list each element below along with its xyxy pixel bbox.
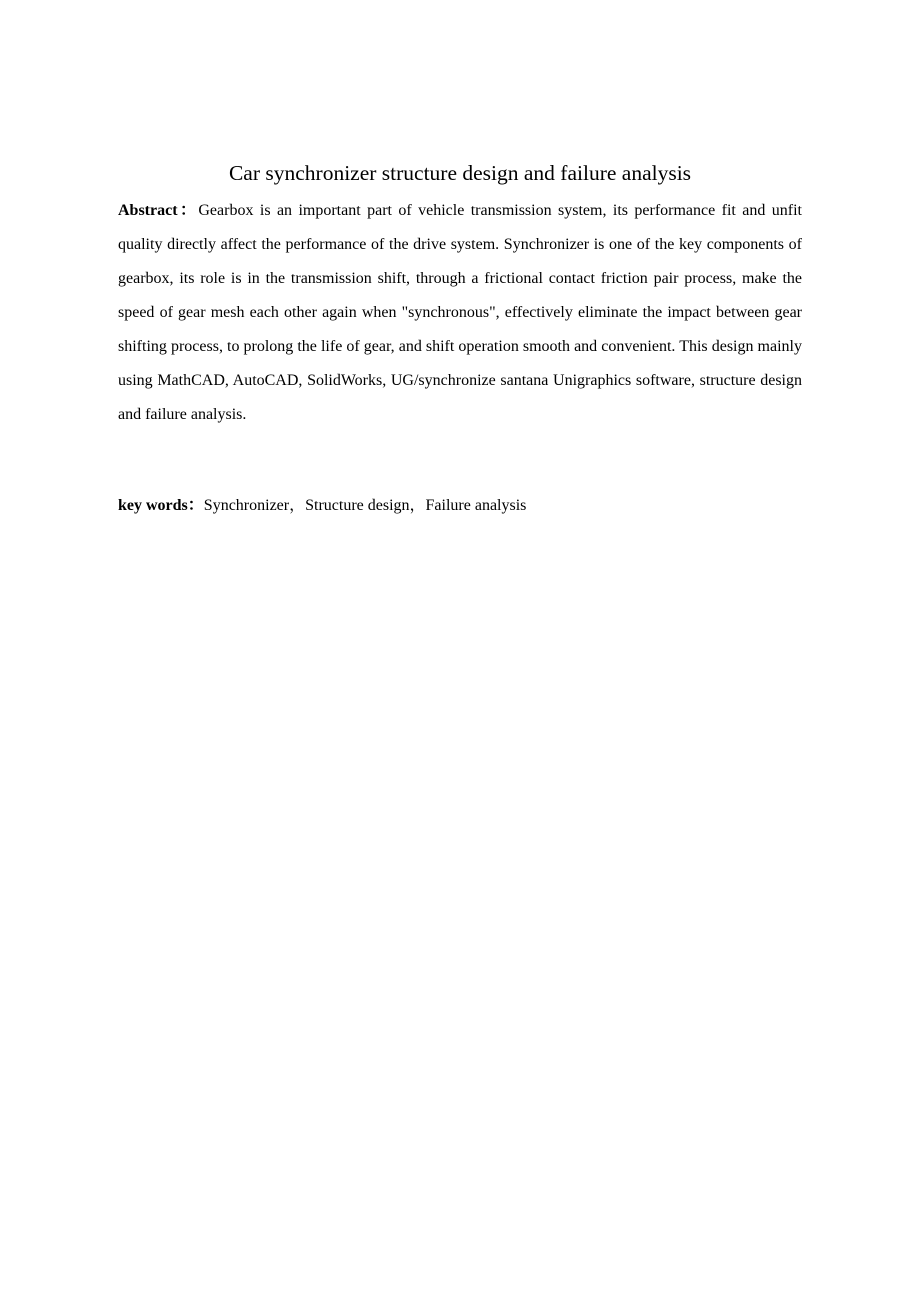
abstract-text: Gearbox is an important part of vehicle transmission system, its performance fit and unfit quality directly affect the performance of the drive system. Synchronizer is one of the key components of gearbox, its role is in the transmission shift, through a frictional contact friction pair process, make the speed of gear mesh each other again when "synchronous", effectively eliminate the impact between gear shifting process, to prolong the life of gear, and shift operation smooth and convenient. This design mainly using MathCAD, AutoCAD, SolidWorks, UG/synchronize santana Unigraphics software, structure design and failure analysis.: [118, 202, 803, 423]
keywords-line: [118, 491, 802, 521]
keywords-text: Synchronizer，Structure design，Failure analysis: [203, 497, 527, 514]
abstract-label: Abstract：: [118, 202, 199, 219]
keywords-label: key words：: [118, 497, 204, 514]
paper-title: Car synchronizer structure design and failure analysis: [228, 161, 692, 185]
abstract-paragraph: [118, 194, 802, 432]
